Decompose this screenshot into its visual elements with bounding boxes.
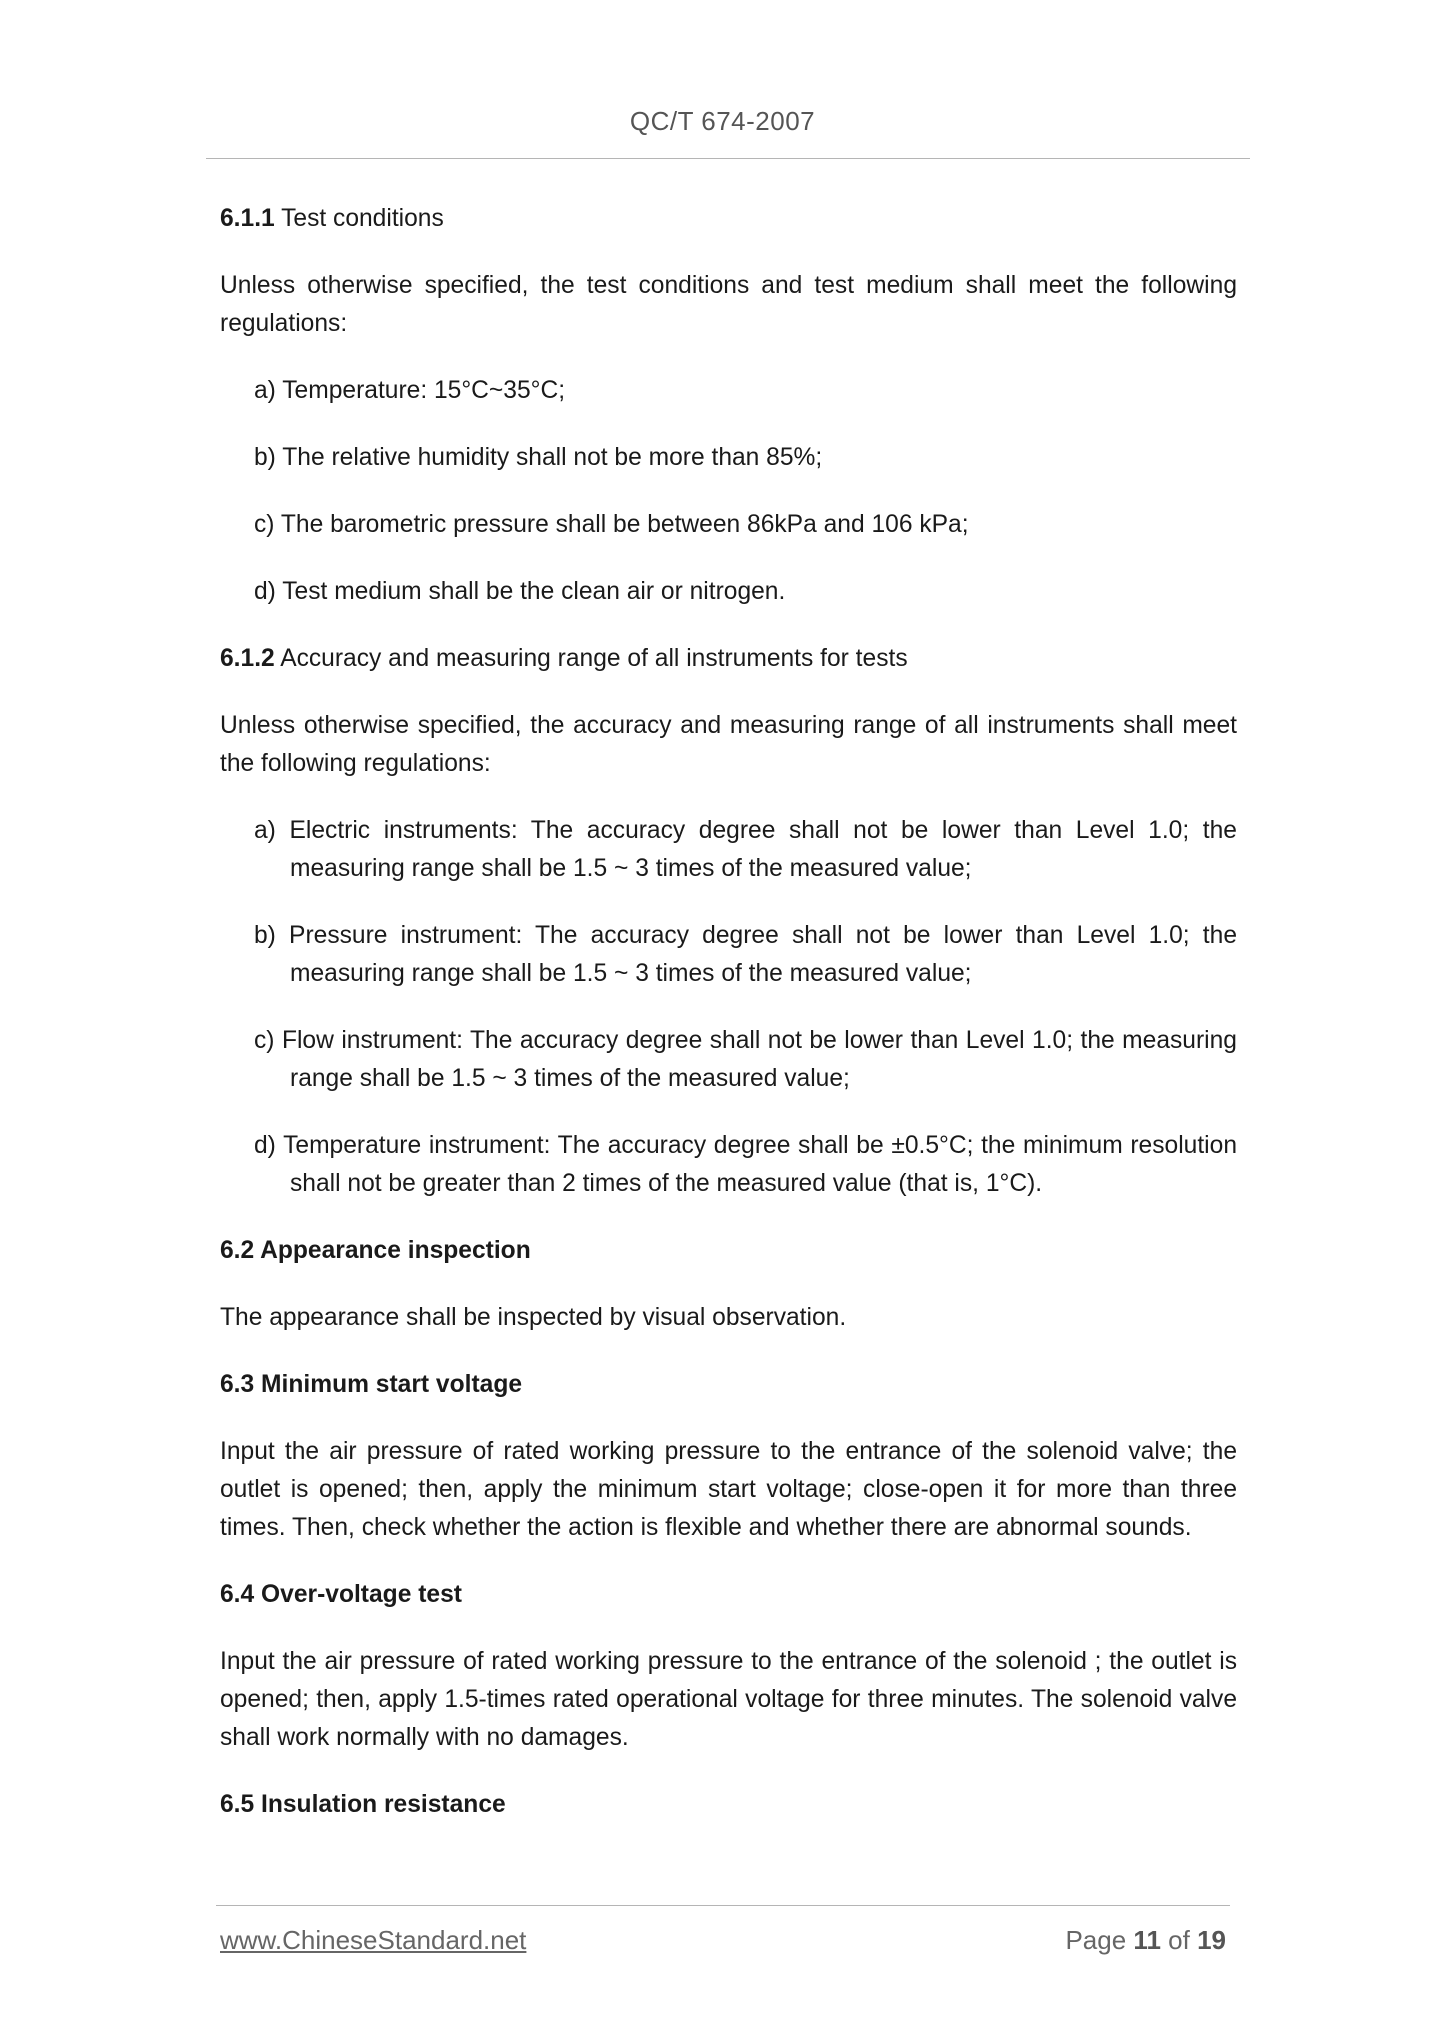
footer-divider (216, 1905, 1230, 1906)
list-item: d) Test medium shall be the clean air or nitrogen. (254, 578, 786, 605)
section-6-2-heading: 6.2 Appearance inspection (220, 1237, 531, 1264)
section-title: Test conditions (281, 205, 444, 232)
section-6-4-heading: 6.4 Over-voltage test (220, 1581, 462, 1608)
list-item: d) Temperature instrument: The accuracy degree shall be ±0.5°C; the minimum resolution shall not be greater than 2 times of the measured value (that is, 1°C). (254, 1132, 1237, 1197)
list-item: a) Temperature: 15°C~35°C; (254, 377, 566, 404)
page-indicator (1065, 1925, 1226, 1956)
list-item: b) Pressure instrument: The accuracy degree shall not be lower than Level 1.0; the measuring range shall be 1.5 ~ 3 times of the measured value; (254, 922, 1237, 987)
document-body (220, 200, 1237, 1853)
section-number: 6.1.1 (220, 205, 275, 232)
section-6-3-heading: 6.3 Minimum start voltage (220, 1371, 523, 1398)
list-item: c) Flow instrument: The accuracy degree shall not be lower than Level 1.0; the measuring range shall be 1.5 ~ 3 times of the measured value; (254, 1027, 1237, 1092)
website-link[interactable]: www.ChineseStandard.net (220, 1925, 527, 1955)
document-id-header: QC/T 674-2007 (629, 106, 816, 136)
section-number: 6.1.2 (220, 645, 275, 672)
section-6-1-2-intro: Unless otherwise specified, the accuracy and measuring range of all instruments shall meet the following regulations: (220, 712, 1237, 777)
list-item: a) Electric instruments: The accuracy degree shall not be lower than Level 1.0; the measuring range shall be 1.5 ~ 3 times of the measured value; (254, 817, 1237, 882)
section-6-2-body: The appearance shall be inspected by visual observation. (220, 1304, 847, 1331)
section-6-4-body: Input the air pressure of rated working pressure to the entrance of the solenoid ; the outlet is opened; then, apply 1.5-times rated operational voltage for three minutes. The solenoid valve shall work normally with no damages. (220, 1648, 1237, 1751)
section-6-1-2-heading (220, 640, 1237, 678)
current-page-number: 11 (1133, 1925, 1161, 1955)
total-pages-number: 19 (1197, 1925, 1226, 1955)
section-title: Accuracy and measuring range of all instruments for tests (280, 645, 908, 672)
section-6-1-1-heading (220, 200, 1237, 238)
page-label: Page (1065, 1925, 1127, 1955)
section-6-3-body: Input the air pressure of rated working pressure to the entrance of the solenoid valve; the outlet is opened; then, apply the minimum start voltage; close-open it for more than three times. Then, check whether the action is flexible and whether there are abnormal sounds. (220, 1438, 1237, 1541)
list-item: b) The relative humidity shall not be more than 85%; (254, 444, 823, 471)
header-divider (206, 158, 1250, 159)
section-6-1-1-intro: Unless otherwise specified, the test conditions and test medium shall meet the following regulations: (220, 272, 1237, 337)
list-item: c) The barometric pressure shall be between 86kPa and 106 kPa; (254, 511, 969, 538)
section-6-5-heading: 6.5 Insulation resistance (220, 1791, 506, 1818)
page-of-label: of (1168, 1925, 1190, 1955)
